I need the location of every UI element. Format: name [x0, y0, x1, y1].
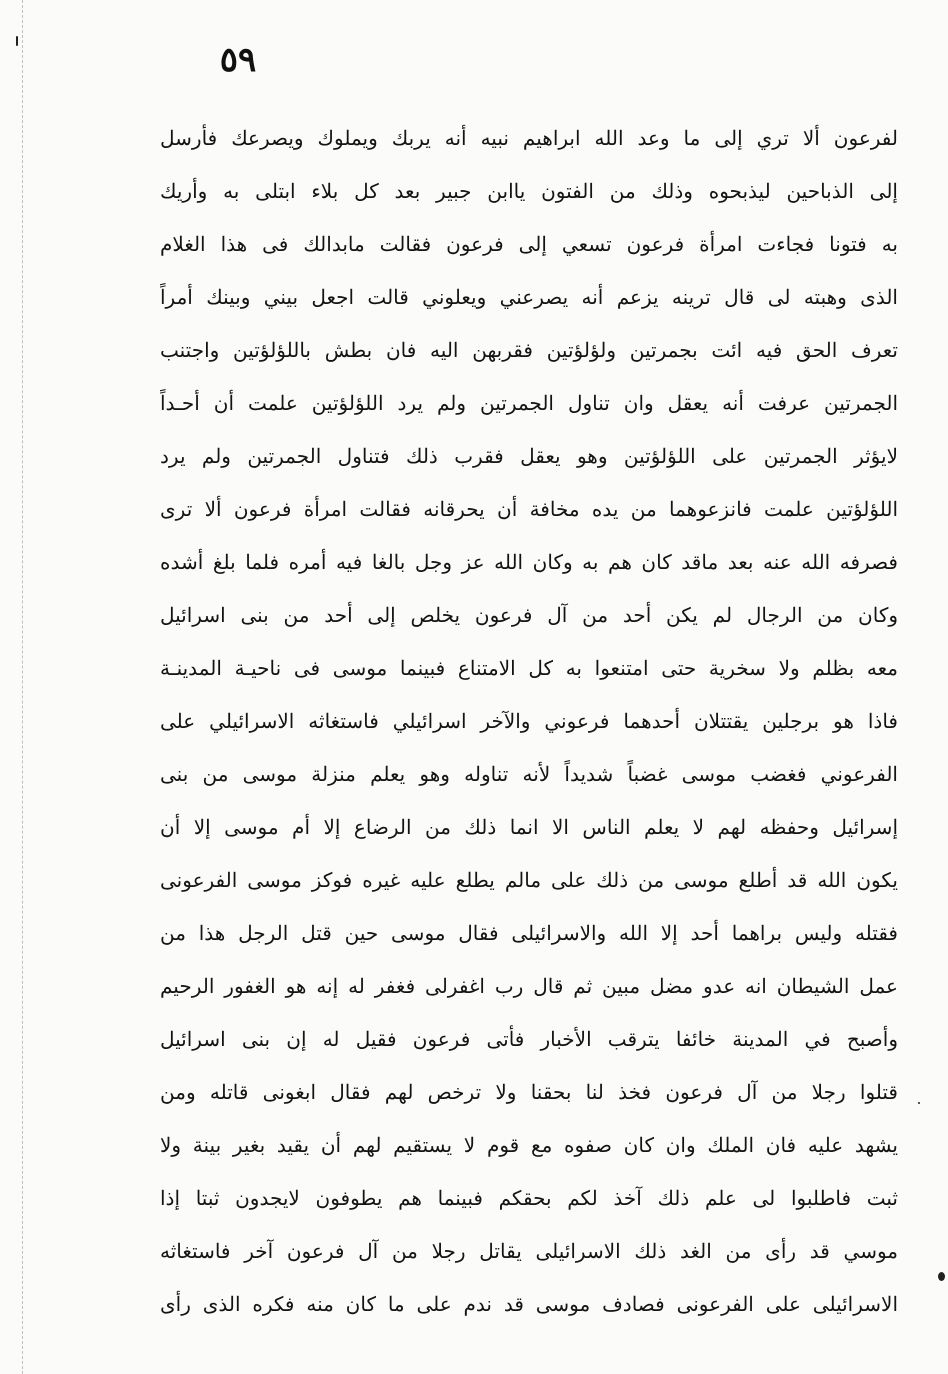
text-line: الاسرائيلى على الفرعونى فصادف موسى قد ندم على ما كان منه فكره الذى رأى — [160, 1292, 898, 1316]
text-line: موسي قد رأى من الغد ذلك الاسرائيلى يقاتل رجلا من آل فرعون آخر فاستغاثه — [160, 1239, 898, 1263]
text-line: اللؤلؤتين علمت فانزعوهما من يده مخافة أن يحرقانه فقالت امرأة فرعون ألا ترى — [160, 497, 898, 521]
scan-edge-line — [22, 0, 23, 1374]
scan-speck — [16, 36, 18, 46]
scan-speck — [938, 1272, 945, 1281]
scan-speck — [918, 1102, 920, 1104]
text-line: به فتونا فجاءت امرأة فرعون تسعي إلى فرعون فقالت مابدالك فى هذا الغلام — [160, 232, 898, 256]
text-line: عمل الشيطان انه عدو مضل مبين ثم قال رب اغفرلى فغفر له إنه هو الغفور الرحيم — [160, 974, 898, 998]
text-line: الذى وهبته لى قال ترينه يزعم أنه يصرعني ويعلوني قالت اجعل بيني وبينك أمراً — [160, 285, 898, 309]
text-line: وأصبح في المدينة خائفا يترقب الأخبار فأتى فرعون فقيل له إن بنى اسرائيل — [160, 1027, 898, 1051]
text-line: فصرفه الله عنه بعد ماقد كان هم به وكان الله عز وجل بالغا فيه أمره فلما بلغ أشده — [160, 550, 898, 574]
text-line: لفرعون ألا تري إلى ما وعد الله ابراهيم نبيه أنه يربك ويملوك ويصرعك فأرسل — [160, 126, 898, 150]
body-text — [160, 112, 898, 1331]
text-line: معه بظلم ولا سخرية حتى امتنعوا به كل الامتناع فبينما موسى فى ناحيـة المدينـة — [160, 656, 898, 680]
text-line: فقتله وليس براهما أحد إلا الله والاسرائيلى فقال موسى حين قتل الرجل هذا من — [160, 921, 898, 945]
text-line: الفرعوني فغضب موسى غضباً شديداً لأنه تناوله وهو يعلم منزلة موسى من بنى — [160, 762, 898, 786]
page-number: ٥٩ — [219, 40, 257, 80]
text-line: الجمرتين عرفت أنه يعقل وان تناول الجمرتين ولم يرد اللؤلؤتين علمت أن أحـداً — [160, 391, 898, 415]
text-line: تعرف الحق فيه ائت بجمرتين ولؤلؤتين فقربهن اليه فان بطش باللؤلؤتين واجتنب — [160, 338, 898, 362]
text-line: فاذا هو برجلين يقتتلان أحدهما فرعوني والآخر اسرائيلي فاستغاثه الاسرائيلي على — [160, 709, 898, 733]
text-line: يشهد عليه فان الملك وان كان صفوه مع قوم لا يستقيم لهم أن يقيد بغير بينة ولا — [160, 1133, 898, 1157]
text-line: يكون الله قد أطلع موسى من ذلك على مالم يطلع عليه غيره فوكز موسى الفرعونى — [160, 868, 898, 892]
text-line: قتلوا رجلا من آل فرعون فخذ لنا بحقنا ولا ترخص لهم فقال ابغونى قاتله ومن — [160, 1080, 898, 1104]
text-line: لايؤثر الجمرتين على اللؤلؤتين وهو يعقل فقرب ذلك فتناول الجمرتين ولم يرد — [160, 444, 898, 468]
text-line: ثبت فاطلبوا لى علم ذلك آخذ لكم بحقكم فبينما هم يطوفون لايجدون ثبتا إذا — [160, 1186, 898, 1210]
text-line: إسرائيل وحفظه لهم لا يعلم الناس الا انما ذلك من الرضاع إلا أم موسى إلا أن — [160, 815, 898, 839]
text-line: إلى الذباحين ليذبحوه وذلك من الفتون ياابن جبير بعد كل بلاء ابتلى به وأريك — [160, 179, 898, 203]
text-line: وكان من الرجال لم يكن أحد من آل فرعون يخلص إلى أحد من بنى اسرائيل — [160, 603, 898, 627]
